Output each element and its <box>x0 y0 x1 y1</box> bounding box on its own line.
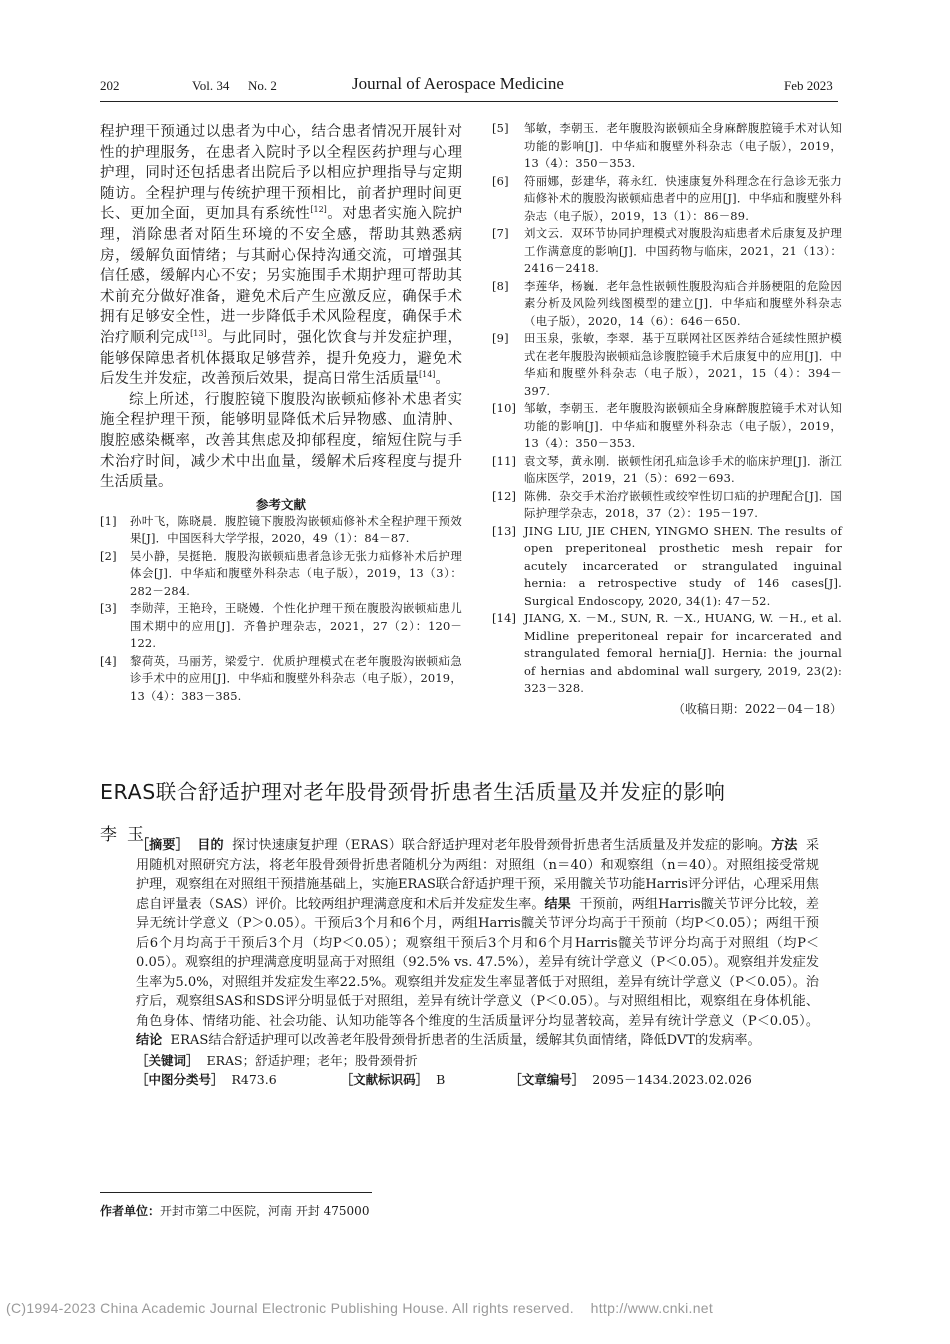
issue-date: Feb 2023 <box>784 78 833 93</box>
abstract-text: ［摘要］ 目的 探讨快速康复护理（ERAS）联合舒适护理对老年股骨颈骨折患者生活质量及并发症的影响。方法 采用随机对照研究方法，将老年股骨颈骨折患者随机分为两组：对照组（n＝40）和观察组（n＝40）。对照组接受常规护理，观察组在对照组干预措施基础上，实施ERAS联合舒适护理干预，采用髋关节功能Harris评分评估，心理采用焦虑自评量表（SAS）评价。比较两组护理满意度和术后并发症发生率。结果 干预前，两组Harris髋关节评分比较，差异无统计学意义（P＞0.05）。干预后3个月和6个月，两组Harris髋关节评分均高于干预前（均P＜0.05）；两组干预后6个月均高于干预后3个月（均P＜0.05）；观察组干预后3个月和6个月Harris髋关节评分均高于对照组（均P＜0.05）。观察组的护理满意度明显高于对照组（92.5% vs. 47.5%），差异有统计学意义（P＜0.05）。观察组并发症发生率为5.0%，对照组并发症发生率22.5%。观察组并发症发生率显著低于对照组，差异有统计学意义（P＜0.05）。治疗后，观察组SAS和SDS评分明显低于对照组，差异有统计学意义（P＜0.05）。与对照组相比，观察组在身体机能、角色身体、情绪功能、社会功能、认知功能等各个维度的生活质量评分均显著较高，差异有统计学意义（P＜0.05）。结论 ERAS结合舒适护理可以改善老年股骨颈骨折患者的生活质量，缓解其负面情绪，降低DVT的发病率。 <box>136 838 820 1048</box>
right-column <box>492 120 842 717</box>
journal-name: Journal of Aerospace Medicine <box>352 74 564 93</box>
reference-item: [6] 符丽娜，彭建华，蒋永红．快速康复外科理念在行急诊无张力疝修补术的腹股沟嵌顿疝患者中的应用[J]．中华疝和腹壁外科杂志（电子版），2019，13（1）：86－89. <box>492 173 842 223</box>
issue: No. 2 <box>248 78 277 93</box>
reference-item: [2] 吴小静，吴挺艳．腹股沟嵌顿疝患者急诊无张力疝修补术后护理体会[J]．中华疝和腹壁外科杂志（电子版），2019，13（3）：282－284. <box>100 548 462 598</box>
left-column <box>100 122 462 705</box>
footnote-rule <box>100 1192 372 1193</box>
page-number: 202 <box>100 78 120 93</box>
reference-item: [10] 邹敏，李朝玉．老年腹股沟嵌顿疝全身麻醉腹腔镜手术对认知功能的影响[J]．中华疝和腹壁外科杂志（电子版），2019，13（4）：350－353. <box>492 401 842 450</box>
classification-row: ［中图分类号］ R473.6 ［文献标识码］ B ［文章编号］ 2095－1434.2023.02.026 <box>136 1072 752 1087</box>
author-affiliation: 作者单位：开封市第二中医院，河南 开封 475000 <box>100 1204 370 1218</box>
reference-item: [1] 孙叶飞，陈晓晨．腹腔镜下腹股沟嵌顿疝修补术全程护理干预效果[J]．中国医科大学学报，2020，49（1）：84－87. <box>100 513 462 546</box>
reference-item: [7] 刘文云．双环节协同护理模式对腹股沟疝患者术后康复及护理工作满意度的影响[J]．中国药物与临床，2021，21（13）：2416－2418. <box>492 226 842 275</box>
citation: [12] <box>310 205 327 215</box>
reference-item: [8] 李莲华，杨巍．老年急性嵌顿性腹股沟疝合并肠梗阻的危险因素分析及风险列线图模型的建立[J]．中华疝和腹壁外科杂志（电子版），2020，14（6）：646－650. <box>492 278 842 328</box>
article-title: ERAS联合舒适护理对老年股骨颈骨折患者生活质量及并发症的影响 <box>100 780 726 804</box>
reference-item: [9] 田玉泉，张敏，李翠．基于互联网社区医养结合延续性照护模式在老年腹股沟嵌顿疝急诊腹腔镜手术后康复中的应用[J]．中华疝和腹壁外科杂志（电子版），2021，15（4）：394－397. <box>492 331 842 398</box>
references-list-right <box>492 120 842 698</box>
header-rule <box>100 101 838 102</box>
reference-item: [5] 邹敏，李朝玉．老年腹股沟嵌顿疝全身麻醉腹腔镜手术对认知功能的影响[J]．中华疝和腹壁外科杂志（电子版），2019，13（4）：350－353. <box>492 121 842 170</box>
reference-item: [4] 黎荷英，马丽芳，梁爱宁．优质护理模式在老年腹股沟嵌顿疝急诊手术中的应用[J]．中华疝和腹壁外科杂志（电子版），2019，13（4）：383－385. <box>100 653 462 703</box>
abstract-block <box>136 836 819 1090</box>
conclusion-paragraph: 综上所述，行腹腔镜下腹股沟嵌顿疝修补术患者实施全程护理干预，能够明显降低术后异物感、血清肿、腹腔感染概率，改善其焦虑及抑郁程度，缩短住院与手术治疗时间，减少术中出血量，缓解术后疼程度与提升生活质量。 <box>100 391 462 491</box>
keywords: ［关键词］ ERAS；舒适护理；老年；股骨颈骨折 <box>136 1052 418 1068</box>
reference-item: [11] 袁文琴，黄永刚．嵌顿性闭孔疝急诊手术的临床护理[J]．浙江临床医学，2019，21（5）：692－693. <box>492 453 842 485</box>
citation: [14] <box>419 370 436 380</box>
reference-item: [12] 陈佛．杂交手术治疗嵌顿性或绞窄性切口疝的护理配合[J]．国际护理学杂志，2018，37（2）：195－197. <box>492 488 842 520</box>
article-author: 李玉 <box>100 825 154 845</box>
references-heading: 参考文献 <box>255 496 306 512</box>
body-paragraph: 程护理干预通过以患者为中心，结合患者情况开展针对性的护理服务，在患者入院时予以全程医药护理与心理护理，同时还包括患者出院后予以相应护理指导与定期随访。全程护理与传统护理干预相比，前者护理时间更长、更加全面，更加具有系统性[12]。对患者实施入院护理，消除患者对陌生环境的不安全感，帮助其熟悉病房，缓解负面情绪；与其耐心保持沟通交流，可增强其信任感，缓解内心不安；另实施围手术期护理可帮助其术前充分做好准备，避免术后产生应激反应，确保手术拥有足够安全性，进一步降低手术风险程度，确保手术治疗顺利完成[13]。与此同时，强化饮食与并发症护理，能够保障患者机体摄取足够营养，提升免疫力，避免术后发生并发症，改善预后效果，提高日常生活质量[14]。 <box>100 124 463 388</box>
citation: [13] <box>190 329 207 339</box>
references-list-left <box>100 513 462 706</box>
copyright-watermark: (C)1994-2023 China Academic Journal Electronic Publishing House. All rights reserved. http://www.cnki.net <box>6 1300 714 1316</box>
reference-item: [13] JING LIU, JIE CHEN, YINGMO SHEN. The results of open preperitoneal prosthetic mesh repair for acutely incarcerated or strangulated inguinal hernia: a retrospective study of 146 cases[J]. Surgical Endoscopy, 2020, 34(1): 47－52. <box>492 523 842 608</box>
reference-item: [3] 李勋萍，王艳玲，王晓嫚．个性化护理干预在腹股沟嵌顿疝患儿围术期中的应用[J]．齐鲁护理杂志，2021，27（2）：120－122. <box>100 601 462 651</box>
reference-item: [14] JIANG, X. －M., SUN, R. －X., HUANG, W. －H., et al. Midline preperitoneal repair for incarcerated and strangulated femoral hernia[J]. Hernia: the journal of hernias and abdominal wall surgery, 2019, 23(2): 323－328. <box>492 611 842 695</box>
received-date: （收稿日期：2022－04－18） <box>672 701 842 716</box>
volume: Vol. 34 <box>192 78 230 93</box>
